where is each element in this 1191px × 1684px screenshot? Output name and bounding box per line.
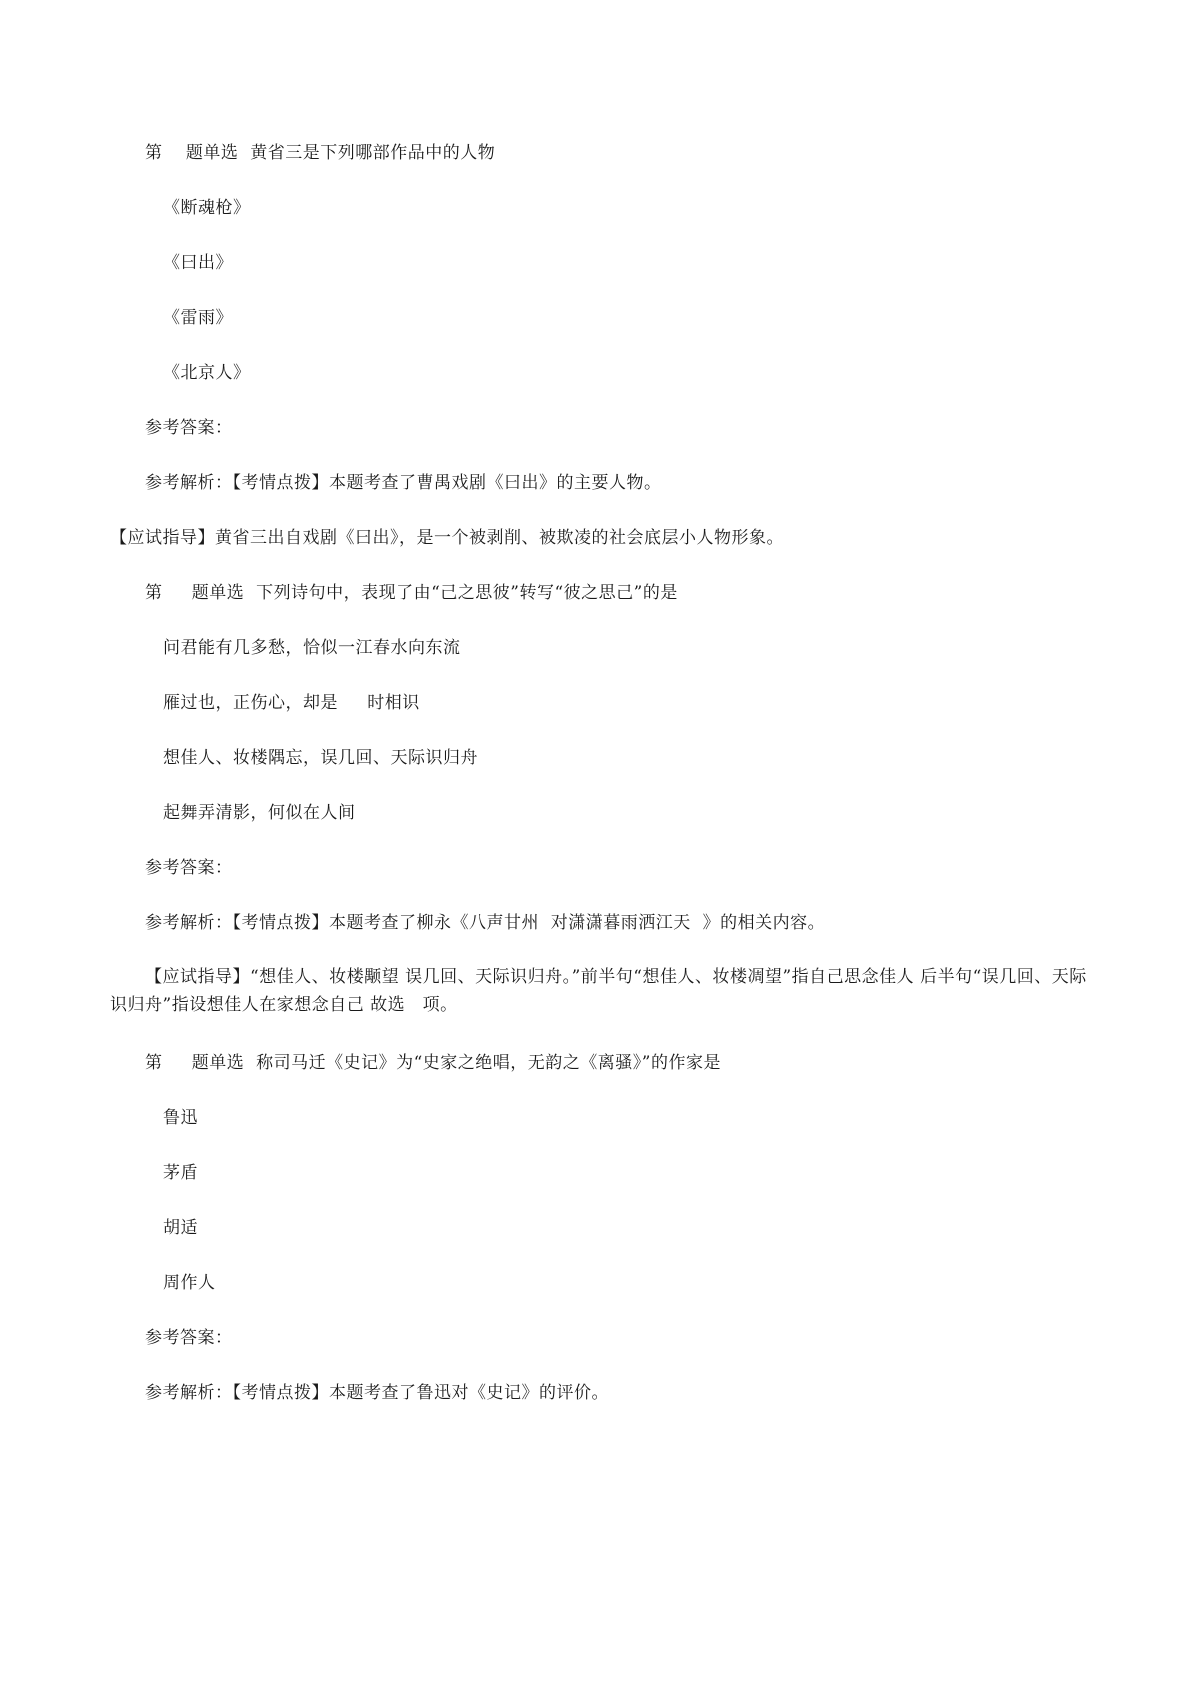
question-1-stem: 第 题单选 黄省三是下列哪部作品中的人物 — [145, 143, 496, 163]
question-2-answer-label: 参考答案： — [145, 858, 233, 878]
question-2-guidance: 【应试指导】“想佳人、妆楼颙望 误几回、天际识归舟。”前半句“想佳人、妆楼凋望”指自己思念佳人 后半句“误几回、天际识归舟”指设想佳人在家想念自己 故选 项。 — [110, 967, 1087, 1015]
question-1-guidance: 【应试指导】黄省三出自戏剧《曰出》，是一个被剥削、被欺凌的社会底层小人物形象。 — [110, 528, 784, 548]
question-1-option-c: 《雷雨》 — [163, 308, 233, 328]
question-2-option-a: 问君能有几多愁，恰似一江春水向东流 — [163, 638, 461, 658]
question-3-answer-label: 参考答案： — [145, 1328, 233, 1348]
question-2-option-c: 想佳人、妆楼隅忘，误几回、天际识归舟 — [163, 748, 478, 768]
question-3-analysis: 参考解析：【考情点拨】本题考查了鲁迅对《史记》的评价。 — [145, 1383, 609, 1403]
question-1-option-a: 《断魂枪》 — [163, 198, 251, 218]
question-2-analysis: 参考解析：【考情点拨】本题考查了柳永《八声甘州 对潇潇暮雨洒江天 》的相关内容。 — [145, 913, 826, 933]
question-3-stem: 第 题单选 称司马迁《史记》为“史家之绝唱，无韵之《离骚》”的作家是 — [145, 1053, 721, 1073]
question-3-option-a: 鲁迅 — [163, 1108, 198, 1128]
question-3-option-d: 周作人 — [163, 1273, 216, 1293]
question-3-option-b: 茅盾 — [163, 1163, 198, 1183]
question-2-option-b: 雁过也，正伤心，却是 时相识 — [163, 693, 420, 713]
question-2-option-d: 起舞弄清影，何似在人间 — [163, 803, 356, 823]
question-1-analysis: 参考解析：【考情点拨】本题考查了曹禺戏剧《曰出》的主要人物。 — [145, 473, 662, 493]
question-1-option-b: 《曰出》 — [163, 253, 233, 273]
question-2-stem: 第 题单选 下列诗句中，表现了由“己之思彼”转写“彼之思己”的是 — [145, 583, 678, 603]
question-1-answer-label: 参考答案： — [145, 418, 233, 438]
question-1-option-d: 《北京人》 — [163, 363, 251, 383]
question-3-option-c: 胡适 — [163, 1218, 198, 1238]
